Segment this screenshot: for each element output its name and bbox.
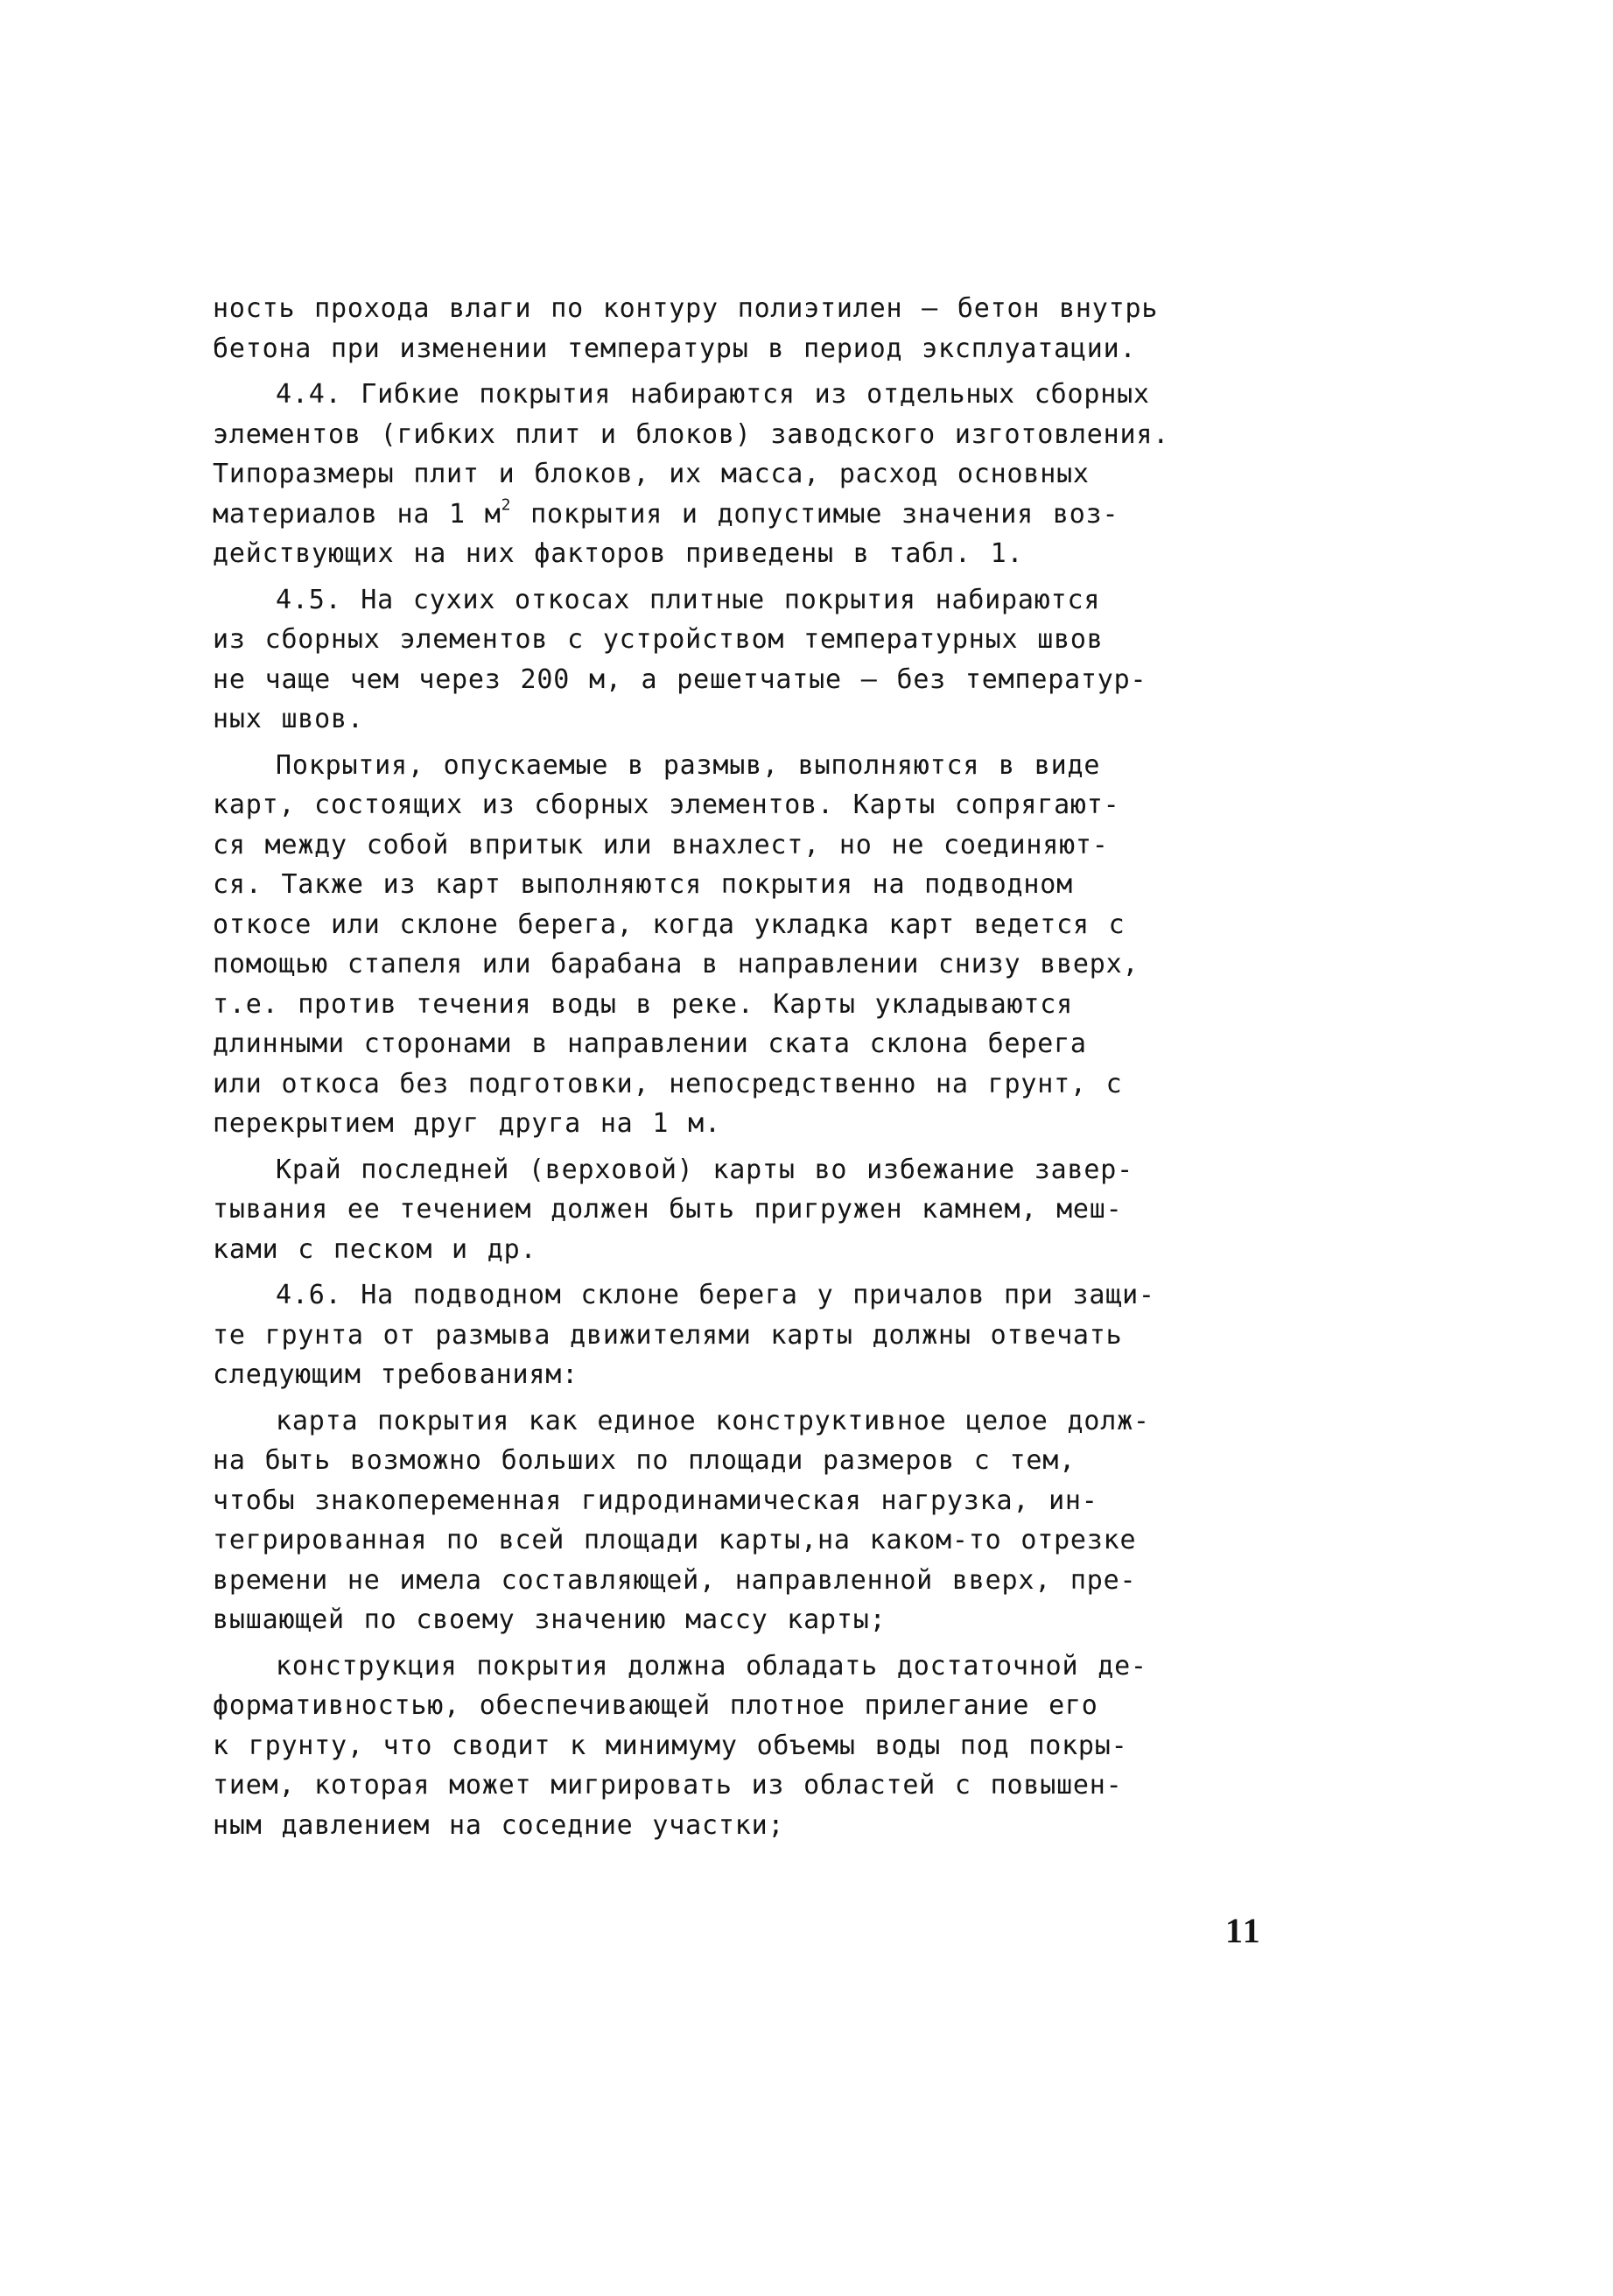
text-line: Покрытия, опускаемые в размыв, выполняются в виде (276, 749, 1101, 781)
text-line: вышающей по своему значению массу карты; (213, 1604, 887, 1635)
text-line: следующим требованиям: (213, 1359, 579, 1390)
text-line: бетона при изменении температуры в период эксплуатации. (213, 333, 1137, 364)
text-line: карт, состоящих из сборных элементов. Карты сопрягают- (213, 790, 1120, 820)
text-line: не чаще чем через 200 м, а решетчатые – без температур- (213, 664, 1147, 695)
text-line: откосе или склоне берега, когда укладка карт ведется с (213, 909, 1126, 940)
text-line: помощью стапеля или барабана в направлении снизу вверх, (213, 949, 1140, 979)
text-line: Край последней (верховой) карты во избежание завер- (276, 1154, 1133, 1185)
text-line: элементов (гибких плит и блоков) заводского изготовления. (213, 418, 1170, 450)
text-line: ся между собой впритык или внахлест, но не соединяют- (213, 829, 1109, 860)
text-line: длинными сторонами в направлении ската склона берега (213, 1029, 1087, 1059)
text-line: Типоразмеры плит и блоков, их масса, расход основных (213, 459, 1090, 489)
text-line: т.е. против течения воды в реке. Карты укладываются (213, 988, 1073, 1020)
text-fragment: покрытия и допустимые значения воз- (511, 498, 1119, 530)
text-line: времени не имела составляющей, направленной вверх, пре- (213, 1564, 1137, 1596)
text-line: конструкция покрытия должна обладать достаточной де- (276, 1650, 1147, 1682)
text-line-with-superscript (213, 495, 1377, 535)
page-number: 11 (1225, 1911, 1262, 1950)
text-line: чтобы знакопеременная гидродинамическая нагрузка, ин- (213, 1485, 1098, 1516)
paragraph-4-5 (213, 580, 1377, 740)
text-line: к грунту, что сводит к минимуму объемы воды под покры- (213, 1730, 1128, 1761)
text-line: ность прохода влаги по контуру полиэтилен – бетон внутрь (213, 293, 1159, 324)
text-line: перекрытием друг друга на 1 м. (213, 1108, 721, 1139)
text-fragment: материалов на 1 м (213, 498, 501, 530)
paragraph-4-4 (213, 375, 1377, 574)
text-line: карта покрытия как единое конструктивное целое долж- (276, 1405, 1150, 1436)
text-line: 4.6. На подводном склоне берега у причалов при защи- (276, 1280, 1155, 1310)
superscript: 2 (501, 495, 512, 515)
body-text (213, 289, 1377, 1851)
text-line: из сборных элементов с устройством температурных швов (213, 624, 1104, 655)
paragraph-4-6 (213, 1275, 1377, 1395)
paragraph-last-card (213, 1150, 1377, 1270)
text-line: 4.4. Гибкие покрытия набираются из отдельных сборных (276, 379, 1150, 410)
paragraph-continuation (213, 289, 1377, 369)
paragraph-requirement-1 (213, 1401, 1377, 1640)
paragraph-cards (213, 746, 1377, 1144)
text-line: ным давлением на соседние участки; (213, 1809, 785, 1841)
paragraph-requirement-2 (213, 1647, 1377, 1846)
text-line: тием, которая может мигрировать из областей с повышен- (213, 1770, 1123, 1801)
text-line: те грунта от размыва движителями карты должны отвечать (213, 1319, 1123, 1351)
text-line: ных швов. (213, 704, 364, 734)
text-line: тывания ее течением должен быть пригружен камнем, меш- (213, 1194, 1123, 1225)
text-line: тегрированная по всей площади карты,на каком-то отрезке (213, 1525, 1137, 1555)
text-line: или откоса без подготовки, непосредственно на грунт, с (213, 1068, 1123, 1099)
text-line: 4.5. На сухих откосах плитные покрытия набираются (276, 584, 1101, 615)
text-line: ся. Также из карт выполняются покрытия на подводном (213, 869, 1073, 900)
text-line: действующих на них факторов приведены в табл. 1. (213, 538, 1024, 569)
text-line: формативностью, обеспечивающей плотное прилегание его (213, 1690, 1098, 1721)
text-line: на быть возможно больших по площади размеров с тем, (213, 1445, 1076, 1476)
text-line: ками с песком и др. (213, 1233, 537, 1265)
